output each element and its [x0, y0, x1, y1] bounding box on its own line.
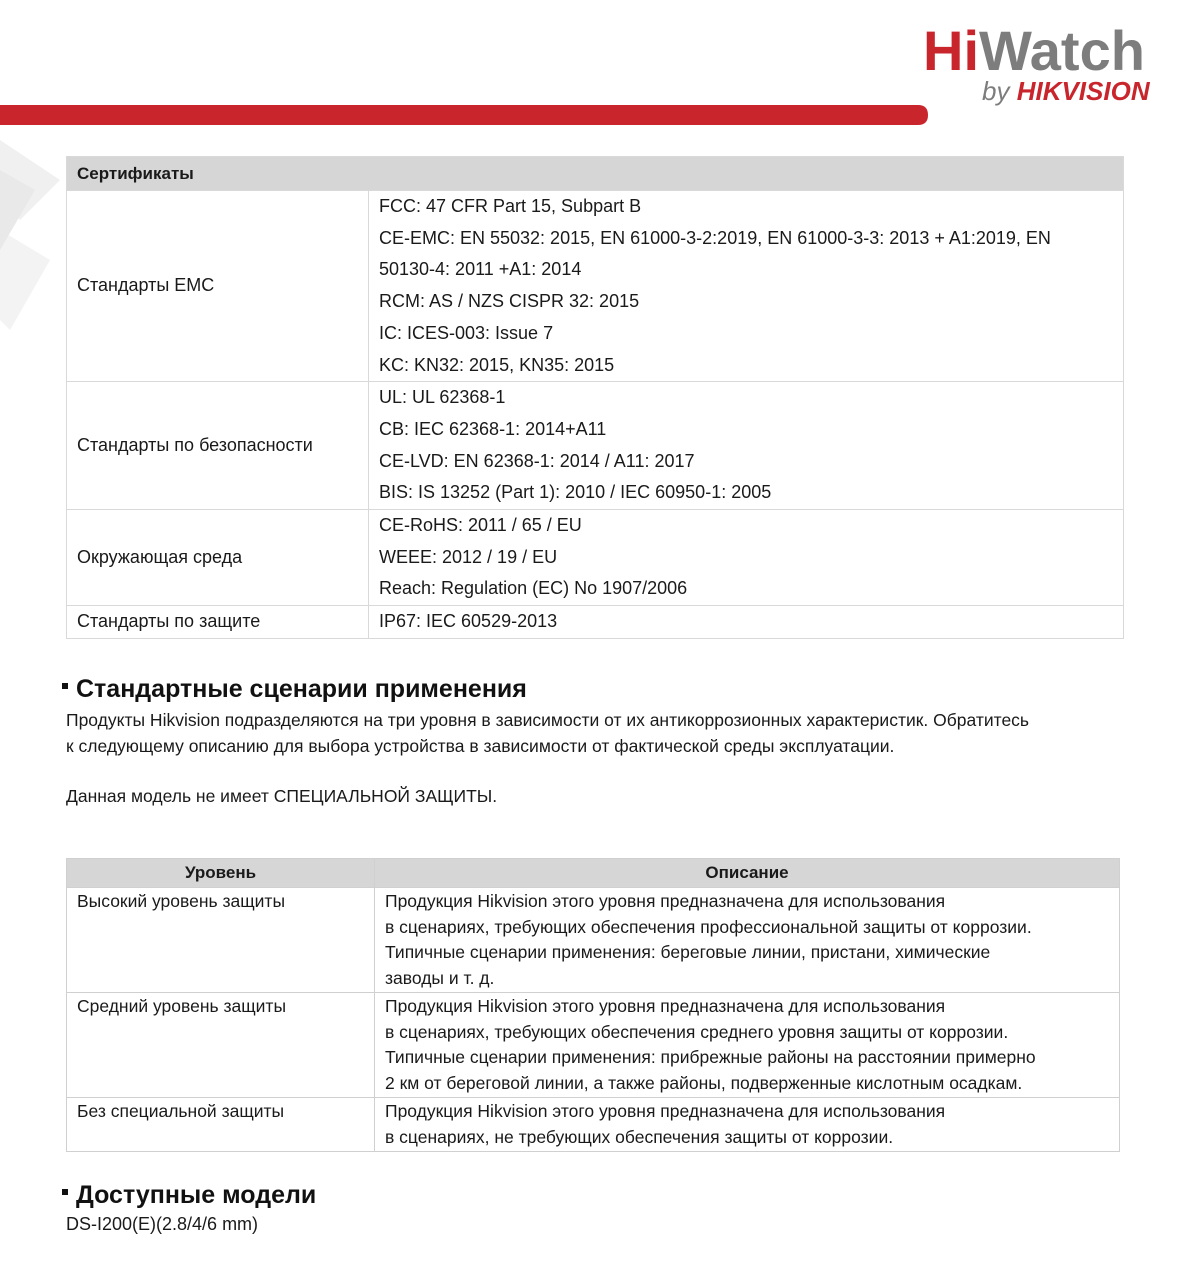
description-line: заводы и т. д.	[385, 967, 495, 988]
svg-text:by HIKVISION	[982, 76, 1151, 106]
protection-note: Данная модель не имеет СПЕЦИАЛЬНОЙ ЗАЩИТЫ.	[66, 786, 498, 806]
cert-line: 50130-4: 2011 +A1: 2014	[379, 259, 582, 280]
table-row	[67, 191, 1124, 382]
header-red-bar	[0, 103, 930, 127]
scenarios-paragraph	[66, 707, 1029, 759]
description-line: Продукция Hikvision этого уровня предназначена для использования	[385, 996, 946, 1016]
cert-line: CE-LVD: EN 62368-1: 2014 / A11: 2017	[379, 450, 695, 471]
levels-header-row	[67, 859, 1120, 888]
cert-line: WEEE: 2012 / 19 / EU	[379, 546, 558, 567]
cert-values-safety	[369, 382, 1124, 510]
cert-line: KC: KN32: 2015, KN35: 2015	[379, 354, 615, 375]
logo-text-hikvision: HIKVISION	[1016, 76, 1150, 106]
table-row	[67, 1098, 1120, 1152]
bullet-square-icon	[62, 683, 68, 689]
level-name-none: Без специальной защиты	[67, 1098, 375, 1152]
cert-line: RCM: AS / NZS CISPR 32: 2015	[379, 291, 640, 312]
svg-text:HiWatch	[923, 19, 1145, 82]
cert-line: CE-EMC: EN 55032: 2015, EN 61000-3-2:2019, EN 61000-3-3: 2013 + A1:2019, EN	[379, 227, 1051, 248]
description-line: в сценариях, не требующих обеспечения защиты от коррозии.	[385, 1126, 894, 1147]
cert-line: CE-RoHS: 2011 / 65 / EU	[379, 515, 582, 536]
description-line: Типичные сценарии применения: прибрежные районы на расстоянии примерно	[385, 1047, 1036, 1067]
cert-label-emc: Стандарты EMC	[67, 191, 369, 382]
logo-text-watch: Watch	[979, 19, 1145, 82]
description-line: Продукция Hikvision этого уровня предназначена для использования	[385, 891, 946, 911]
models-heading-text: Доступные модели	[76, 1181, 317, 1209]
table-row	[67, 510, 1124, 606]
cert-label-protection: Стандарты по защите	[67, 606, 369, 639]
scenarios-paragraph-line: Продукты Hikvision подразделяются на три уровня в зависимости от их антикоррозионных характеристик. Обратитесь	[66, 710, 1030, 730]
cert-line: UL: UL 62368-1	[379, 387, 506, 408]
logo-text-hi: Hi	[923, 19, 979, 82]
level-description-high	[375, 888, 1120, 993]
cert-line: Reach: Regulation (EC) No 1907/2006	[379, 578, 688, 599]
scenarios-heading-text: Стандартные сценарии применения	[76, 675, 527, 703]
level-name-medium: Средний уровень защиты	[67, 993, 375, 1098]
bullet-square-icon	[62, 1189, 68, 1195]
table-row	[67, 606, 1124, 639]
description-line: в сценариях, требующих обеспечения среднего уровня защиты от коррозии.	[385, 1021, 1009, 1042]
certificates-header: Сертификаты	[67, 157, 1124, 191]
certificates-header-row	[67, 157, 1124, 191]
certificates-table	[66, 156, 1124, 639]
cert-line: IC: ICES-003: Issue 7	[379, 322, 554, 343]
level-description-none	[375, 1098, 1120, 1152]
table-row	[67, 888, 1120, 993]
cert-values-environment	[369, 510, 1124, 606]
model-name: DS-I200(E)(2.8/4/6 mm)	[66, 1214, 259, 1234]
cert-line: BIS: IS 13252 (Part 1): 2010 / IEC 60950-1: 2005	[379, 482, 772, 503]
description-line: Типичные сценарии применения: береговые линии, пристани, химические	[385, 942, 991, 962]
scenarios-heading	[62, 675, 527, 704]
hiwatch-logo	[920, 18, 1170, 113]
description-line: 2 км от береговой линии, а также районы, подверженные кислотным осадкам.	[385, 1072, 1023, 1093]
cert-line: CB: IEC 62368-1: 2014+A11	[379, 418, 607, 439]
level-name-high: Высокий уровень защиты	[67, 888, 375, 993]
cert-line: IP67: IEC 60529-2013	[379, 611, 558, 632]
cert-label-environment: Окружающая среда	[67, 510, 369, 606]
cert-line: FCC: 47 CFR Part 15, Subpart B	[379, 196, 642, 216]
models-heading	[62, 1181, 316, 1210]
cert-label-safety: Стандарты по безопасности	[67, 382, 369, 510]
protection-levels-table	[66, 858, 1120, 1152]
description-line: Продукция Hikvision этого уровня предназначена для использования	[385, 1101, 946, 1121]
cert-values-emc	[369, 191, 1124, 382]
description-line: в сценариях, требующих обеспечения профессиональной защиты от коррозии.	[385, 916, 1032, 937]
levels-col-level: Уровень	[67, 859, 375, 888]
levels-col-description: Описание	[375, 859, 1120, 888]
table-row	[67, 382, 1124, 510]
logo-text-by: by	[982, 76, 1017, 106]
table-row	[67, 993, 1120, 1098]
scenarios-paragraph-line: к следующему описанию для выбора устройства в зависимости от фактической среды эксплуатации.	[66, 736, 895, 756]
cert-values-protection	[369, 606, 1124, 639]
level-description-medium	[375, 993, 1120, 1098]
